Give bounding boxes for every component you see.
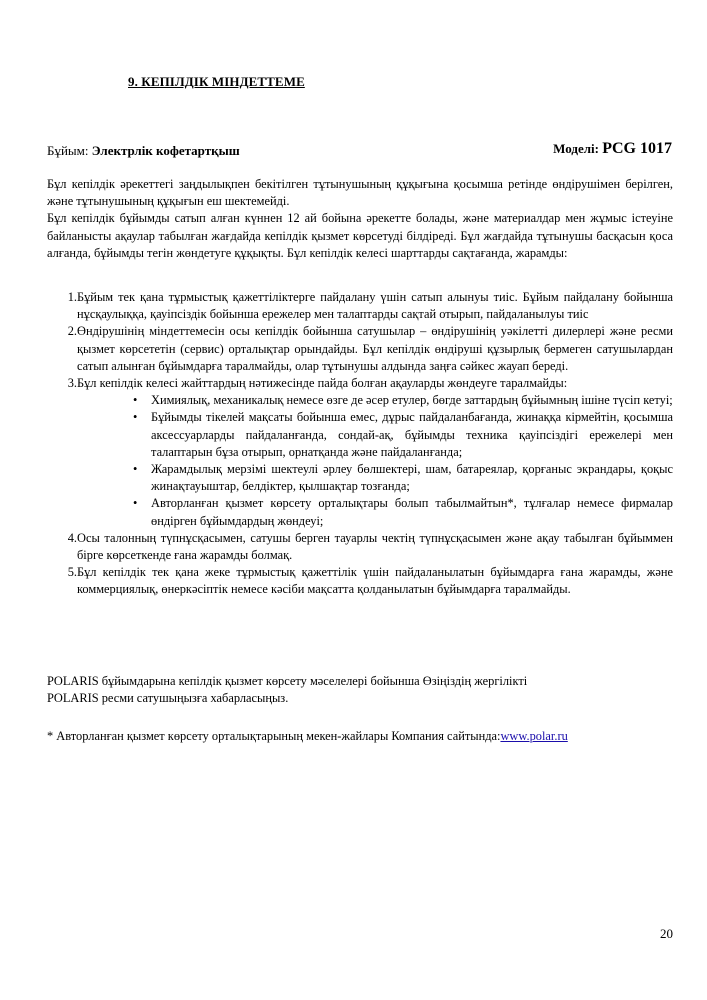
condition-item <box>47 289 673 323</box>
intro-paragraph: Бұл кепілдік әрекеттегі заңдылықпен бекітілген тұтынушының құқығына қосымша ретінде өндірушімен берілген, және тұтынушының құқығын еш шектемейді. <box>47 177 673 209</box>
condition-number: 1. <box>67 290 77 304</box>
exclusions-list <box>77 392 673 530</box>
bullet-icon: • <box>133 496 138 511</box>
model-block <box>553 140 672 158</box>
condition-text: Осы талонның түпнұсқасымен, сатушы берген тауарлы чектің түпнұсқасымен және ақау табылған бұйыммен бірге көрсеткенде ғана жарамды болмақ. <box>77 530 673 563</box>
condition-item <box>47 323 673 375</box>
page-number: 20 <box>660 926 673 941</box>
exclusion-text: Жарамдылық мерзімі шектеулі әрлеу бөлшектері, шам, батареялар, қорғаныс экрандары, қоқыс жинақтауыштар, белдіктер, қылшақтар тозғанда; <box>151 462 673 494</box>
condition-item <box>47 375 673 530</box>
exclusion-text: Бұйымды тікелей мақсаты бойынша емес, дұрыс пайдаланбағанда, жинаққа кірмейтін, қосымша аксессуарларды пайдаланғанда, сондай-ақ, бұйымды техника қауіпсіздігі ережелері мен талаптарын бұза отырып, орнатқанда және пайдаланғанда; <box>151 410 673 459</box>
product-line <box>47 140 672 162</box>
exclusion-item <box>133 392 673 409</box>
exclusion-item <box>133 409 673 461</box>
condition-number: 4. <box>67 530 77 545</box>
condition-text: Бұйым тек қана тұрмыстық қажеттіліктерге пайдалану үшін сатып алынуы тиіс. Бұйым пайдалану бойынша нұсқаулыққа, қауіпсіздік бойынша ережелер мен талаптарды сақтай отырып, пайдаланылуы тиіс <box>77 290 673 322</box>
exclusion-item <box>133 495 673 529</box>
condition-text: Өндірушінің міндеттемесін осы кепілдік бойынша сатушылар – өндірушінің уәкілетті дилерлері және ресми қызмет көрсететін (сервис) орталықтар орындайды. Бұл кепілдік өндіруші құзырлық бермеген сатушылардан сатып алынған бұйымдарға таралмайды, олар тұтынушы алдында заңға сәйкес жауап береді. <box>77 324 673 373</box>
product-name: Электрлік кофетартқыш <box>91 143 240 158</box>
product-label: Бұйым: <box>47 143 92 158</box>
bullet-icon: • <box>133 393 138 408</box>
condition-text: Бұл кепілдік келесі жайттардың нәтижесінде пайда болған ақауларды жөндеуге таралмайды: <box>77 376 568 391</box>
condition-item <box>47 530 673 564</box>
intro-text <box>47 176 673 262</box>
exclusion-item <box>133 461 673 495</box>
product-name-block <box>47 143 240 159</box>
footnote-text: * Авторланған қызмет көрсету орталықтарының мекен-жайлары Компания сайтында: <box>47 729 501 743</box>
contact-line: POLARIS ресми сатушыңызға хабарласыңыз. <box>47 691 289 706</box>
footnote <box>47 729 673 744</box>
exclusion-text: Химиялық, механикалық немесе өзге де әсер етулер, бөгде заттардың бұйымның ішіне түсіп кетуі; <box>151 393 673 408</box>
intro-paragraph: Бұл кепілдік бұйымды сатып алған күннен 12 ай бойына әрекетте болады, және материалдар мен жұмыс істеуіне байланысты ақаулар табылған жағдайда кепілдік қызмет көрсетуді білдіреді. Бұл жағдайда тұтынушы басқасын қоса алғанда, бұйымды тегін жөндетуге құқықты. Бұл кепілдік келесі шарттарды сақтағанда, жарамды: <box>47 211 673 260</box>
condition-number: 5. <box>67 565 77 580</box>
condition-text: Бұл кепілдік тек қана жеке тұрмыстық қажеттілік үшін пайдаланылатын бұйымдарға ғана жарамды, және коммерциялық, өнеркәсіптік немесе кәсіби мақсатта қолданылатын бұйымдарға таралмайды. <box>77 565 673 597</box>
bullet-icon: • <box>133 410 138 425</box>
conditions-list <box>47 289 673 599</box>
model-label: Моделі: <box>553 141 603 156</box>
section-title: 9. КЕПІЛДІК МІНДЕТТЕМЕ <box>128 74 305 89</box>
condition-item <box>47 564 673 598</box>
contact-line: POLARIS бұйымдарына кепілдік қызмет көрсету мәселелері бойынша Өзіңіздің жергілікті <box>47 674 528 688</box>
contact-text <box>47 673 673 707</box>
website-link[interactable]: www.polar.ru <box>500 729 568 743</box>
bullet-icon: • <box>133 462 138 477</box>
model-number: PCG 1017 <box>602 140 672 157</box>
exclusion-text: Авторланған қызмет көрсету орталықтары болып табылмайтын*, тұлғалар немесе фирмалар өндірген бұйымдардың жөндеуі; <box>151 496 673 528</box>
condition-number: 3. <box>67 376 77 391</box>
condition-number: 2. <box>67 324 77 339</box>
